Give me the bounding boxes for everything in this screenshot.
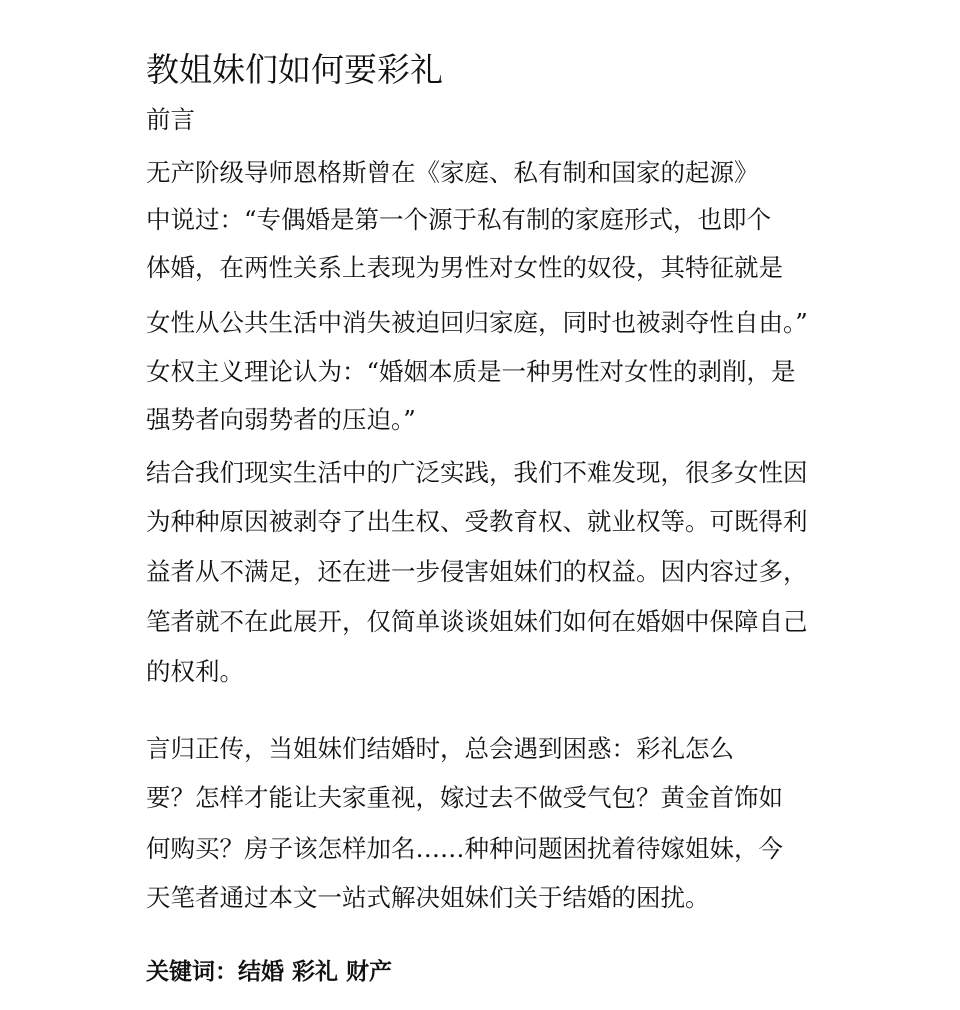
section-heading: 前言 (146, 105, 195, 134)
paragraph-line: 为种种原因被剥夺了出生权、受教育权、就业权等。可既得利 (146, 507, 808, 536)
paragraph-line: 言归正传，当姐妹们结婚时，总会遇到困惑：彩礼怎么 (146, 734, 734, 763)
paragraph-line: 益者从不满足，还在进一步侵害姐妹们的权益。因内容过多， (146, 557, 808, 586)
paragraph-line: 结合我们现实生活中的广泛实践，我们不难发现，很多女性因 (146, 458, 808, 487)
paragraph-line: 要？怎样才能让夫家重视，嫁过去不做受气包？黄金首饰如 (146, 783, 783, 812)
document-title: 教姐妹们如何要彩礼 (146, 50, 443, 89)
paragraph-line: 天笔者通过本文一站式解决姐妹们关于结婚的困扰。 (146, 883, 710, 912)
paragraph-line: 何购买？房子该怎样加名……种种问题困扰着待嫁姐妹，今 (146, 834, 783, 863)
paragraph-line: 女权主义理论认为：“婚姻本质是一种男性对女性的剥削，是 (146, 357, 796, 386)
paragraph-line: 女性从公共生活中消失被迫回归家庭，同时也被剥夺性自由。” (146, 308, 808, 337)
paragraph-line: 笔者就不在此展开，仅简单谈谈姐妹们如何在婚姻中保障自己 (146, 607, 808, 636)
keywords-line: 关键词：结婚 彩礼 财产 (146, 959, 393, 985)
paragraph-line: 中说过：“专偶婚是第一个源于私有制的家庭形式，也即个 (146, 205, 772, 234)
paragraph-line: 体婚，在两性关系上表现为男性对女性的奴役，其特征就是 (146, 253, 783, 282)
paragraph-line: 强势者向弱势者的压迫。” (146, 405, 416, 434)
paragraph-line: 无产阶级导师恩格斯曾在《家庭、私有制和国家的起源》 (146, 158, 759, 187)
paragraph-line: 的权利。 (146, 657, 244, 686)
